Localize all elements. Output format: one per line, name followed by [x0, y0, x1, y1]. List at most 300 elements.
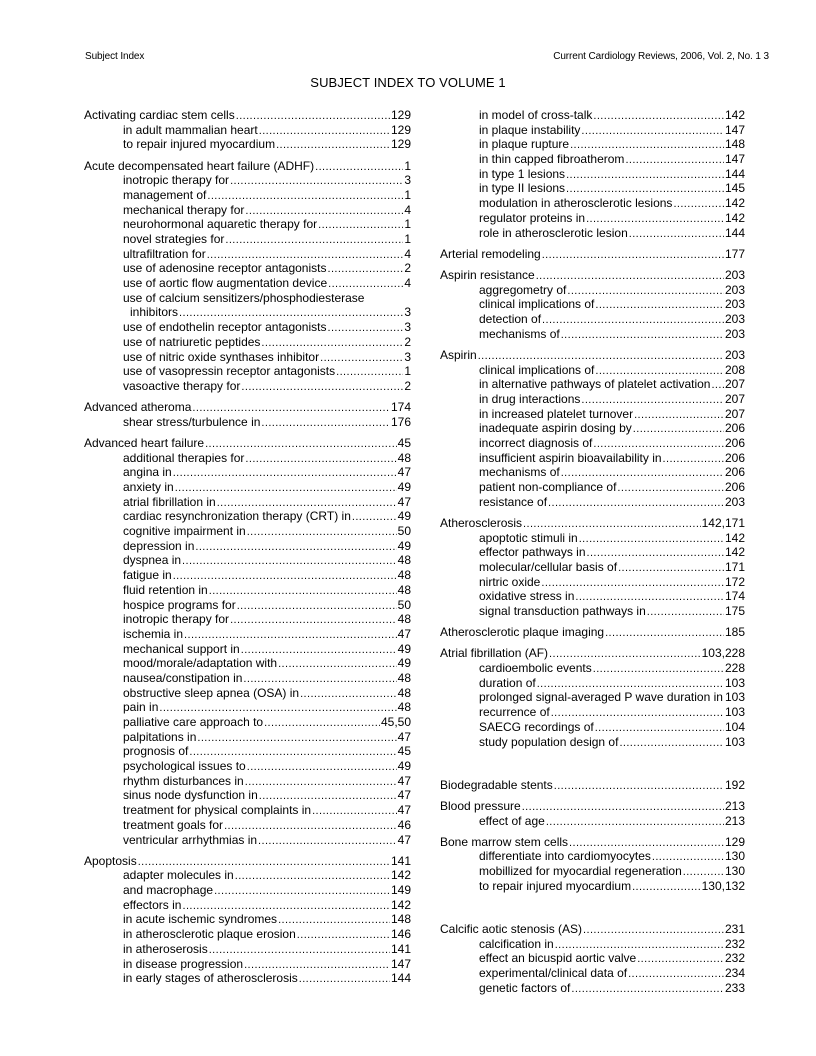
- dot-leader: [561, 327, 724, 342]
- index-main-term-term: Advanced heart failure: [84, 435, 205, 450]
- index-subterm-term: in model of cross-talk: [479, 108, 593, 122]
- index-subterm-term: cardioembolic events: [479, 661, 592, 676]
- index-subterm-page: 1: [404, 217, 411, 232]
- index-subterm-term: in disease progression: [123, 956, 244, 971]
- index-subterm-page: 47: [397, 803, 411, 818]
- index-main-term: [440, 516, 745, 531]
- index-subterm-page: 2: [404, 261, 411, 276]
- index-main-term-page: 129: [390, 108, 411, 122]
- index-subterm-term: pain in: [123, 700, 159, 715]
- dot-leader: [566, 167, 724, 182]
- dot-leader: [605, 625, 724, 640]
- index-subterm: [440, 421, 745, 436]
- index-subterm-term: to repair injured myocardium: [479, 878, 632, 893]
- index-subterm-term: oxidative stress in: [479, 589, 575, 604]
- index-main-term-term: Calcific aotic stenosis (AS): [440, 922, 583, 936]
- dot-leader: [230, 173, 403, 188]
- index-subterm: [84, 495, 411, 510]
- index-subterm: [440, 327, 745, 342]
- dot-leader: [570, 137, 724, 152]
- index-subterm-page: 144: [390, 971, 411, 986]
- index-subterm: [84, 509, 411, 524]
- index-subterm: [440, 451, 745, 466]
- index-subterm-page: 142: [390, 897, 411, 912]
- index-subterm-page: 1: [404, 187, 411, 202]
- index-subterm: [84, 912, 411, 927]
- index-subterm: [84, 232, 411, 247]
- index-subterm-page: 232: [724, 951, 745, 966]
- index-entry: [440, 108, 745, 240]
- index-entry: [440, 625, 745, 640]
- index-subterm-page: 1: [404, 364, 411, 379]
- index-subterm-page: 203: [724, 297, 745, 312]
- index-subterm-term: angina in: [123, 465, 172, 480]
- dot-leader: [184, 627, 397, 642]
- index-subterm: [440, 589, 745, 604]
- index-subterm: [84, 276, 411, 291]
- dot-leader: [569, 835, 724, 850]
- index-subterm-term: dyspnea in: [123, 553, 182, 568]
- index-main-term: [440, 799, 745, 814]
- index-subterm-term: effectors in: [123, 897, 182, 912]
- index-subterm-continuation-term: inhibitors: [130, 305, 179, 320]
- dot-leader: [197, 730, 396, 745]
- dot-leader: [138, 854, 390, 869]
- index-subterm-continuation: [84, 305, 411, 320]
- index-subterm-term: in adult mammalian heart: [123, 122, 258, 137]
- dot-leader: [541, 575, 724, 590]
- index-main-term: [440, 922, 745, 937]
- index-subterm-page: 48: [397, 582, 411, 597]
- dot-leader: [593, 661, 724, 676]
- index-subterm: [440, 480, 745, 495]
- index-subterm-page: 176: [390, 414, 411, 429]
- index-subterm-term: to repair injured myocardium: [123, 137, 276, 152]
- index-subterm-page: 130,132: [701, 878, 745, 893]
- index-subterm-page: 103: [724, 705, 745, 720]
- dot-leader: [478, 348, 724, 363]
- index-main-term-page: 192: [724, 777, 745, 792]
- index-subterm-term: in plaque instability: [479, 122, 581, 137]
- index-subterm: [84, 203, 411, 218]
- dot-leader: [259, 123, 390, 138]
- dot-leader: [595, 720, 724, 735]
- index-main-term: [84, 400, 411, 415]
- dot-leader: [647, 604, 724, 619]
- index-subterm-page: 172: [724, 574, 745, 589]
- dot-leader: [225, 232, 403, 247]
- index-subterm-page: 147: [724, 122, 745, 137]
- index-subterm-term: psychological issues to: [123, 759, 246, 774]
- spacer: [440, 756, 745, 778]
- index-subterm: [84, 524, 411, 539]
- index-subterm-page: 46: [397, 817, 411, 832]
- index-subterm-page: 47: [397, 494, 411, 509]
- index-subterm: [440, 661, 745, 676]
- index-subterm-page: 3: [404, 173, 411, 188]
- index-subterm: [440, 951, 745, 966]
- index-subterm: [440, 531, 745, 546]
- index-main-term-term: Bone marrow stem cells: [440, 834, 569, 849]
- index-main-term-term: Activating cardiac stem cells: [84, 108, 235, 122]
- dot-leader: [230, 612, 397, 627]
- index-subterm-page: 2: [404, 334, 411, 349]
- dot-leader: [318, 217, 403, 232]
- index-subterm-page: 2: [404, 378, 411, 393]
- index-entry: [84, 108, 411, 152]
- dot-leader: [179, 305, 403, 320]
- index-subterm-term: prolonged signal-averaged P wave duration in: [479, 690, 723, 705]
- index-main-term-page: 203: [724, 347, 745, 362]
- index-subterm-page: 48: [397, 450, 411, 465]
- index-subterm-page: 4: [404, 202, 411, 217]
- index-subterm: [84, 942, 411, 957]
- index-subterm-page: 45,50: [380, 715, 411, 729]
- index-main-term: [84, 854, 411, 869]
- index-subterm-page: 147: [724, 152, 745, 167]
- index-subterm-continuation-page: 3: [404, 305, 411, 320]
- index-subterm-page: 144: [724, 225, 745, 240]
- index-subterm: [84, 642, 411, 657]
- index-main-term: [440, 646, 745, 661]
- index-subterm-page: 45: [397, 744, 411, 759]
- index-main-term-page: 231: [724, 922, 745, 936]
- dot-leader: [320, 350, 403, 365]
- dot-leader: [586, 211, 724, 226]
- index-main-term: [440, 778, 745, 793]
- index-subterm: [84, 715, 411, 730]
- dot-leader: [625, 152, 724, 167]
- dot-leader: [327, 261, 403, 276]
- index-entry: [440, 268, 745, 341]
- index-subterm-page: 148: [724, 137, 745, 152]
- dot-leader: [551, 705, 724, 720]
- index-main-term: [440, 348, 745, 363]
- index-subterm-term: incorrect diagnosis of: [479, 435, 593, 450]
- index-subterm: [440, 720, 745, 735]
- index-subterm-page: 104: [724, 719, 745, 734]
- dot-leader: [247, 524, 397, 539]
- index-main-term: [440, 247, 745, 262]
- index-main-term-term: Apoptosis: [84, 853, 137, 868]
- index-main-term-term: Biodegradable stents: [440, 777, 553, 792]
- dot-leader: [182, 898, 389, 913]
- index-subterm-term: role in atherosclerotic lesion: [479, 225, 628, 240]
- dot-leader: [575, 589, 724, 604]
- index-subterm-page: 144: [724, 166, 745, 181]
- dot-leader: [192, 400, 390, 415]
- index-subterm-page: 4: [404, 276, 411, 291]
- dot-leader: [652, 849, 724, 864]
- index-subterm: [440, 137, 745, 152]
- index-subterm-term: treatment goals for: [123, 817, 224, 832]
- index-column-right: [440, 108, 745, 1002]
- index-subterm-page: 47: [397, 832, 411, 847]
- index-subterm-term: study population design of: [479, 734, 619, 749]
- index-subterm-term: mobillized for myocardial regeneration: [479, 864, 682, 879]
- index-subterm-term: obstructive sleep apnea (OSA) in: [123, 685, 300, 700]
- index-subterm-page: 148: [390, 912, 411, 927]
- index-subterm: [440, 465, 745, 480]
- index-main-term-page: 142,171: [701, 515, 745, 530]
- index-subterm-term: mechanical therapy for: [123, 202, 245, 217]
- dot-leader: [312, 803, 397, 818]
- index-subterm-page: 203: [724, 282, 745, 297]
- index-subterm: [84, 803, 411, 818]
- index-entry: [84, 436, 411, 847]
- index-subterm-page: 141: [390, 941, 411, 956]
- dot-leader: [173, 465, 397, 480]
- index-subterm-term: use of calcium sensitizers/phosphodiesterase: [123, 290, 365, 305]
- running-header-left: Subject Index: [85, 51, 145, 62]
- index-subterm: [440, 392, 745, 407]
- index-entry: [440, 247, 745, 262]
- dot-leader: [224, 818, 397, 833]
- index-subterm-page: 213: [724, 813, 745, 828]
- index-subterm-page: 142: [724, 530, 745, 545]
- index-subterm: [84, 898, 411, 913]
- index-subterm-page: 49: [397, 480, 411, 494]
- dot-leader: [336, 364, 403, 379]
- dot-leader: [593, 436, 724, 451]
- index-subterm: [84, 730, 411, 745]
- index-main-term: [440, 835, 745, 850]
- index-subterm-term: in acute ischemic syndromes: [123, 912, 278, 927]
- index-main-term-term: Atherosclerotic plaque imaging: [440, 625, 605, 640]
- index-subterm-page: 129: [390, 137, 411, 152]
- dot-leader: [297, 927, 390, 942]
- index-subterm-page: 203: [724, 311, 745, 326]
- index-subterm-page: 147: [390, 956, 411, 971]
- index-subterm-term: effect of age: [479, 813, 545, 828]
- index-entry: [84, 400, 411, 429]
- index-subterm-page: 145: [724, 181, 745, 196]
- index-subterm-term: use of aortic flow augmentation device: [123, 276, 328, 291]
- dot-leader: [619, 735, 724, 750]
- dot-leader: [258, 833, 397, 848]
- index-subterm-term: modulation in atherosclerotic lesions: [479, 196, 673, 211]
- dot-leader: [522, 799, 724, 814]
- index-subterm-term: ventricular arrhythmias in: [123, 832, 258, 847]
- index-subterm-page: 203: [724, 326, 745, 341]
- index-main-term-page: 45: [397, 435, 411, 450]
- index-subterm: [84, 627, 411, 642]
- dot-leader: [189, 744, 396, 759]
- index-subterm: [84, 451, 411, 466]
- index-subterm-term: nausea/constipation in: [123, 670, 243, 685]
- dot-leader: [549, 646, 701, 661]
- dot-leader: [245, 203, 403, 218]
- index-subterm-page: 207: [724, 406, 745, 421]
- index-subterm-page: 233: [724, 980, 745, 995]
- dot-leader: [673, 196, 724, 211]
- index-subterm-term: palpitations in: [123, 729, 197, 744]
- dot-leader: [583, 922, 724, 937]
- dot-leader: [595, 297, 724, 312]
- dot-leader: [235, 868, 390, 883]
- index-subterm: [84, 465, 411, 480]
- dot-leader: [634, 407, 724, 422]
- index-subterm-term: use of vasopressin receptor antagonists: [123, 364, 336, 379]
- index-subterm: [440, 226, 745, 241]
- index-subterm-term: palliative care approach to: [123, 715, 264, 729]
- index-subterm-term: calcification in: [479, 936, 554, 951]
- index-subterm: [440, 937, 745, 952]
- index-subterm: [440, 735, 745, 750]
- index-subterm-term: apoptotic stimuli in: [479, 530, 578, 545]
- index-subterm: [84, 480, 411, 495]
- index-subterm-term: mechanisms of: [479, 326, 560, 341]
- index-main-term-term: Arterial remodeling: [440, 246, 541, 261]
- index-subterm-page: 4: [404, 246, 411, 261]
- index-subterm-term: neurohormonal aquaretic therapy for: [123, 217, 318, 232]
- index-subterm-term: in plaque rupture: [479, 137, 570, 152]
- index-subterm: [84, 188, 411, 203]
- index-subterm-term: patient non-compliance of: [479, 480, 617, 494]
- dot-leader: [637, 951, 724, 966]
- index-subterm: [440, 864, 745, 879]
- dot-leader: [299, 971, 390, 986]
- dot-leader: [593, 108, 724, 123]
- dot-leader: [207, 188, 403, 203]
- index-subterm-term: fatigue in: [123, 568, 172, 583]
- index-subterm: [440, 152, 745, 167]
- dot-leader: [217, 495, 397, 510]
- index-column-left: [84, 108, 411, 992]
- index-subterm-page: 48: [397, 568, 411, 583]
- dot-leader: [276, 137, 390, 152]
- index-subterm-page: 142: [724, 210, 745, 225]
- index-subterm-term: vasoactive therapy for: [123, 378, 241, 393]
- index-subterm-term: aggregometry of: [479, 282, 567, 297]
- index-subterm: [440, 604, 745, 619]
- index-subterm: [84, 261, 411, 276]
- index-subterm-term: genetic factors of: [479, 980, 571, 995]
- index-subterm-term: adapter molecules in: [123, 868, 234, 883]
- index-subterm-term: fluid retention in: [123, 582, 208, 597]
- index-subterm: [440, 575, 745, 590]
- index-subterm-page: 129: [390, 122, 411, 137]
- dot-leader: [542, 312, 724, 327]
- index-entry: [440, 516, 745, 619]
- index-subterm-term: mechanisms of: [479, 465, 560, 480]
- index-main-term-term: Aspirin: [440, 347, 477, 362]
- index-subterm: [440, 495, 745, 510]
- index-subterm: [84, 568, 411, 583]
- index-subterm-page: 47: [397, 729, 411, 744]
- index-subterm-page: 103: [724, 690, 745, 705]
- index-entry: [440, 799, 745, 828]
- dot-leader: [537, 676, 724, 691]
- dot-leader: [536, 268, 724, 283]
- index-subterm: [84, 364, 411, 379]
- index-subterm-page: 50: [397, 524, 411, 539]
- index-subterm-term: detection of: [479, 311, 542, 326]
- index-subterm-page: 103: [724, 734, 745, 749]
- index-main-term-page: 185: [724, 625, 745, 640]
- index-subterm: [440, 211, 745, 226]
- dot-leader: [523, 516, 701, 531]
- index-subterm: [84, 612, 411, 627]
- index-subterm-page: 50: [397, 597, 411, 612]
- dot-leader: [175, 480, 397, 495]
- index-entry: [440, 348, 745, 510]
- index-subterm: [440, 436, 745, 451]
- index-subterm-page: 48: [397, 553, 411, 568]
- index-entry: [440, 646, 745, 749]
- index-subterm-term: in alternative pathways of platelet activation: [479, 377, 711, 392]
- index-main-term-term: Aspirin resistance: [440, 267, 535, 282]
- dot-leader: [315, 159, 403, 174]
- index-main-term-page: 213: [724, 798, 745, 813]
- dot-leader: [195, 539, 396, 554]
- index-subterm-term: use of adenosine receptor antagonists: [123, 261, 327, 276]
- index-main-term-page: 174: [390, 400, 411, 415]
- index-subterm: [84, 415, 411, 430]
- index-subterm-page: 175: [724, 604, 745, 618]
- index-main-term-page: 129: [724, 834, 745, 849]
- index-subterm-term: mechanical support in: [123, 641, 240, 656]
- dot-leader: [209, 583, 397, 598]
- index-subterm: [84, 379, 411, 394]
- index-subterm-term: prognosis of: [123, 744, 189, 759]
- index-entry: [440, 778, 745, 793]
- index-subterm-page: 206: [724, 421, 745, 436]
- index-main-term-page: 1: [404, 158, 411, 173]
- index-subterm-term: treatment for physical complaints in: [123, 803, 312, 818]
- index-subterm-page: 142: [390, 868, 411, 883]
- index-subterm: [84, 883, 411, 898]
- index-subterm-term: inotropic therapy for: [123, 612, 230, 627]
- spacer: [440, 900, 745, 922]
- dot-leader: [237, 598, 397, 613]
- index-subterm: [84, 700, 411, 715]
- index-subterm: [84, 335, 411, 350]
- dot-leader: [581, 123, 724, 138]
- index-subterm-term: nirtric oxide: [479, 574, 541, 589]
- dot-leader: [561, 465, 724, 480]
- index-subterm-term: duration of: [479, 675, 536, 690]
- index-subterm-page: 49: [397, 641, 411, 656]
- index-subterm-page: 47: [397, 788, 411, 803]
- index-subterm: [440, 560, 745, 575]
- index-subterm-term: rhythm disturbances in: [123, 773, 244, 788]
- index-subterm-page: 171: [724, 559, 745, 574]
- index-subterm: [440, 879, 745, 894]
- index-subterm-page: 49: [397, 509, 411, 524]
- running-header-right: Current Cardiology Reviews, 2006, Vol. 2, No. 1 3: [553, 51, 769, 62]
- index-subterm: [84, 788, 411, 803]
- index-subterm-page: 3: [404, 349, 411, 364]
- index-subterm: [84, 137, 411, 152]
- dot-leader: [173, 568, 397, 583]
- index-subterm: [84, 656, 411, 671]
- index-subterm: [84, 247, 411, 262]
- index-subterm: [440, 196, 745, 211]
- index-main-term-page: 141: [390, 853, 411, 868]
- index-subterm-term: in type II lesions: [479, 181, 566, 196]
- index-subterm: [84, 539, 411, 554]
- index-subterm-term: ischemia in: [123, 626, 184, 641]
- index-subterm: [440, 705, 745, 720]
- index-subterm-page: 208: [724, 362, 745, 377]
- index-subterm-term: use of endothelin receptor antagonists: [123, 320, 327, 335]
- dot-leader: [327, 320, 403, 335]
- index-subterm-page: 1: [404, 232, 411, 246]
- index-main-term: [84, 108, 411, 123]
- dot-leader: [244, 957, 390, 972]
- index-subterm-term: shear stress/turbulence in: [123, 414, 261, 429]
